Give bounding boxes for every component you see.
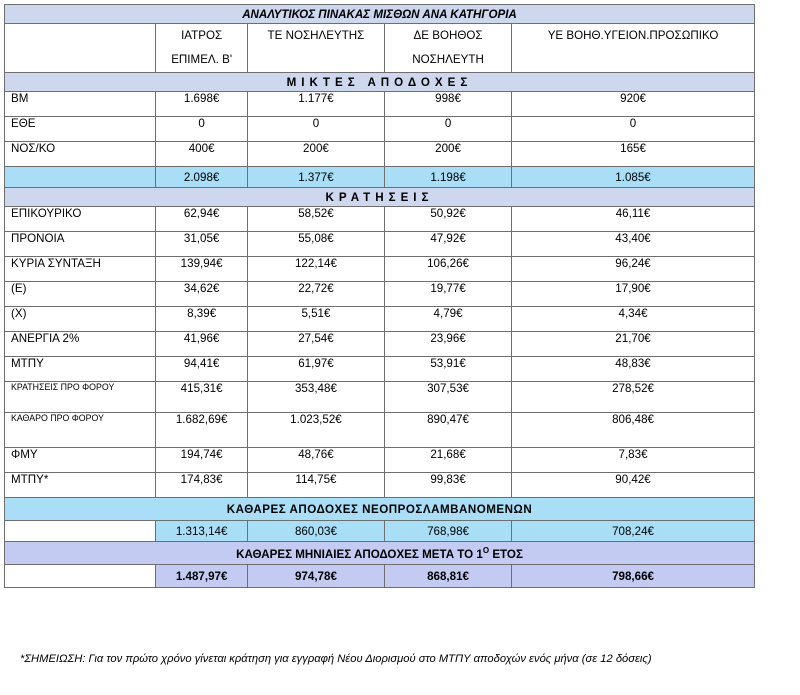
total-blank-cell [5,167,156,188]
column-header-health-staff: ΥΕ ΒΟΗΘ.ΥΓΕΙΟΝ.ΠΡΟΣΩΠΙΚΟ [512,24,755,73]
header-blank-cell [5,24,156,73]
column-header-nurse: ΤΕ ΝΟΣΗΛΕΥΤΗΣ [247,24,384,73]
column-header-doctor: ΙΑΤΡΟΣ ΕΠΙΜΕΛ. Β' [156,24,247,73]
gross-total-row: 2.098€ 1.377€ 1.198€ 1.085€ [5,167,755,188]
column-header-row [5,24,755,73]
table-row: ΒΜ 1.698€ 1.177€ 998€ 920€ [5,92,755,117]
table-row: ΚΑΘΑΡΟ ΠΡΟ ΦΟΡΟΥ 1.682,69€ 1.023,52€ 890,47€ 806,48€ [5,413,755,448]
table-row: (Ε) 34,62€ 22,72€ 19,77€ 17,90€ [5,282,755,307]
net-new-blank-cell [5,521,156,542]
section-deductions-heading: ΚΡΑΤΗΣΕΙΣ [5,188,755,207]
net-after-blank-cell [5,565,156,588]
table-row: ΝΟΣ/ΚΟ 400€ 200€ 200€ 165€ [5,142,755,167]
net-after-row: 1.487,97€ 974,78€ 868,81€ 798,66€ [5,565,755,588]
salary-table-container [4,4,755,588]
table-row: ΕΠΙΚΟΥΡΙΚΟ 62,94€ 58,52€ 50,92€ 46,11€ [5,207,755,232]
table-row: ΜΤΠΥ 94,41€ 61,97€ 53,91€ 48,83€ [5,357,755,382]
table-row: ΜΤΠΥ* 174,83€ 114,75€ 99,83€ 90,42€ [5,473,755,498]
table-row: ΦΜΥ 194,74€ 48,76€ 21,68€ 7,83€ [5,448,755,473]
section-net-new-heading: ΚΑΘΑΡΕΣ ΑΠΟΔΟΧΕΣ ΝΕΟΠΡΟΣΛΑΜΒΑΝΟΜΕΝΩΝ [5,498,755,521]
table-row: ΕΘΕ 0 0 0 0 [5,117,755,142]
column-header-assistant-nurse: ΔΕ ΒΟΗΘΟΣ ΝΟΣΗΛΕΥΤΗ [385,24,512,73]
table-row: ΑΝΕΡΓΙΑ 2% 41,96€ 27,54€ 23,96€ 21,70€ [5,332,755,357]
salary-table [4,4,755,588]
table-row: ΠΡΟΝΟΙΑ 31,05€ 55,08€ 47,92€ 43,40€ [5,232,755,257]
table-row: ΚΥΡΙΑ ΣΥΝΤΑΞΗ 139,94€ 122,14€ 106,26€ 96,24€ [5,257,755,282]
table-row: (Χ) 8,39€ 5,51€ 4,79€ 4,34€ [5,307,755,332]
table-row: ΚΡΑΤΗΣΕΙΣ ΠΡΟ ΦΟΡΟΥ 415,31€ 353,48€ 307,53€ 278,52€ [5,382,755,413]
section-net-after-heading: ΚΑΘΑΡΕΣ ΜΗΝΙΑΙΕΣ ΑΠΟΔΟΧΕΣ ΜΕΤΑ ΤΟ $1^O$ ΕΤΟΣ [5,542,755,565]
table-title: ΑΝΑΛΥΤΙΚΟΣ ΠΙΝΑΚΑΣ ΜΙΣΘΩΝ ΑΝΑ ΚΑΤΗΓΟΡΙΑ [5,5,755,24]
net-new-row: 1.313,14€ 860,03€ 768,98€ 708,24€ [5,521,755,542]
section-gross-heading: ΜΙΚΤΕΣ ΑΠΟΔΟΧΕΣ [5,73,755,92]
footnote: *ΣΗΜΕΙΩΣΗ: Για τον πρώτο χρόνο γίνεται κράτηση για εγγραφή Νέου Διορισμού στο ΜΤΠΥ αποδοχών ενός μήνα (σε 12 δόσεις) [20,653,652,665]
